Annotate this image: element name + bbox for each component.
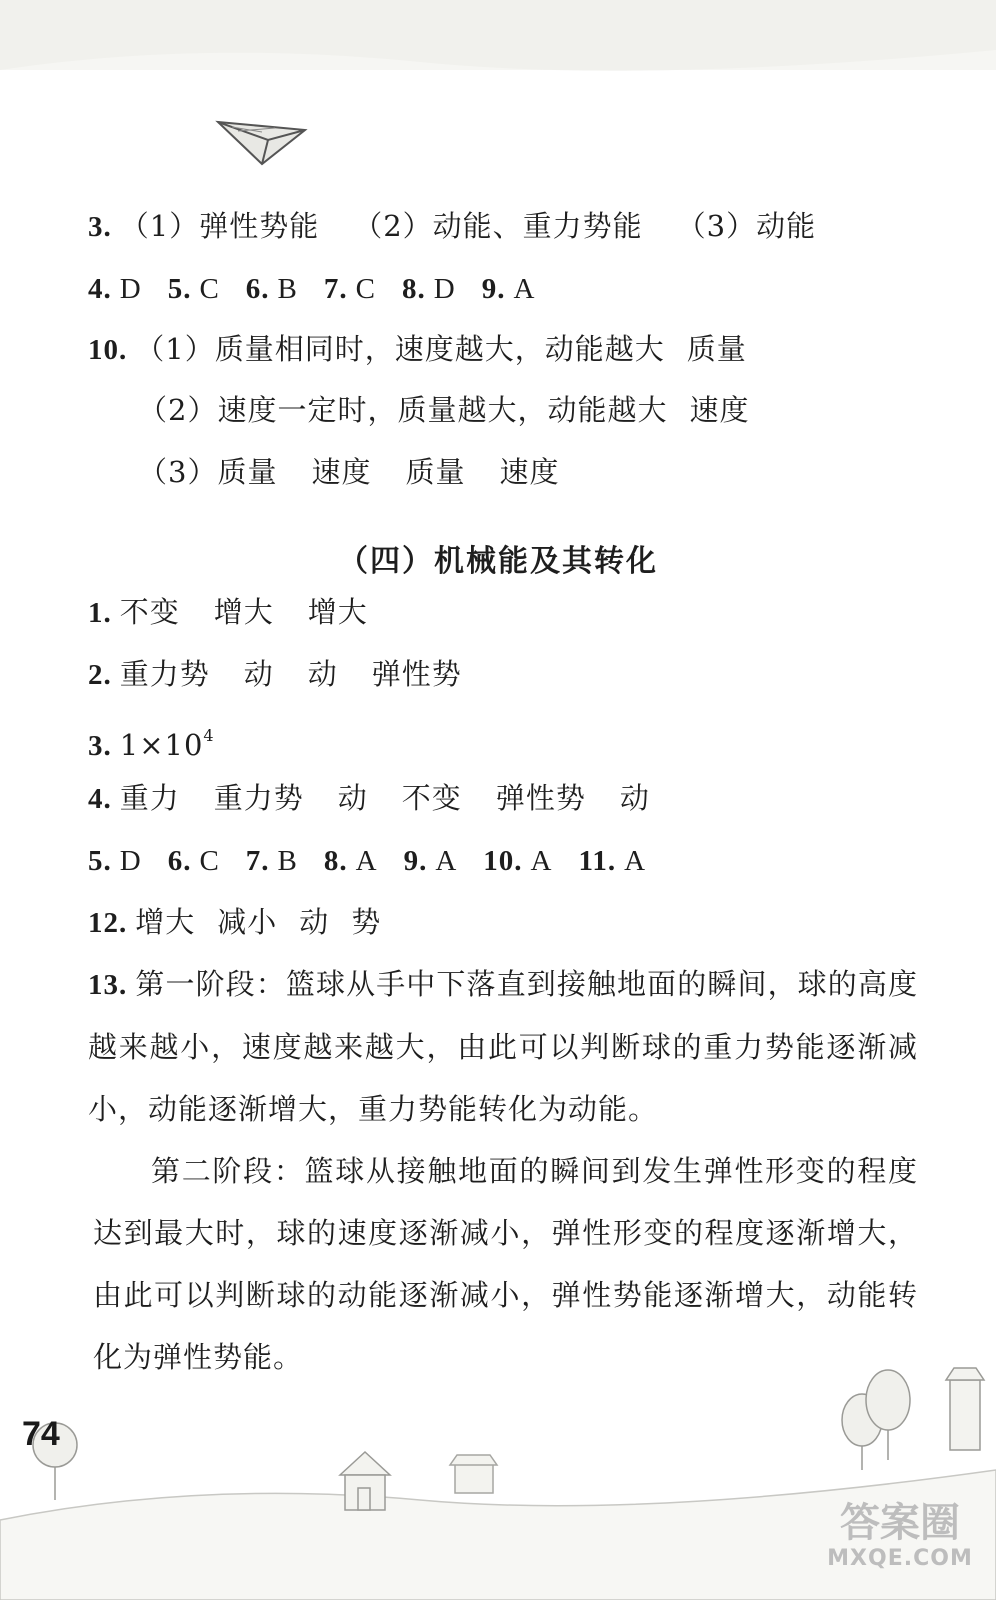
section-title: （四）机械能及其转化 (338, 544, 658, 579)
answer-4-q5-q11: 5. D 6. C 7. B 8. A 9. A 10. A 11. A (88, 845, 647, 877)
watermark-logo: 答案圈 MXQE.COM (827, 1500, 973, 1571)
answer-4-q1: 1. 不变 增大 增大 (88, 595, 368, 629)
tower-icon (946, 1368, 984, 1450)
answer-4-q4: 4. 重力 重力势 动 不变 弹性势 动 (88, 781, 650, 815)
house-icon (340, 1452, 390, 1510)
answer-q10-line1: 10. （1）质量相同时，速度越大，动能越大 质量 (88, 332, 747, 366)
answer-4-q3: 3. $1\times 10^4$ (88, 726, 215, 762)
answer-q10-line2: （2）速度一定时，质量越大，动能越大 速度 (138, 393, 750, 427)
house-icon-small (450, 1455, 497, 1493)
page-number: 74 (22, 1415, 60, 1453)
answer-4-q13-para1: 13. 第一阶段：篮球从手中下落直到接触地面的瞬间，球的高度越来越小，速度越来越大，由此可以判断球的重力势能逐渐减小，动能逐渐增大，重力势能转化为动能。 (88, 967, 918, 1126)
paper-plane-icon (218, 122, 305, 164)
paper-plane-illustration (0, 0, 996, 200)
answer-4-q13-para2: 第二阶段：篮球从接触地面的瞬间到发生弹性形变的程度达到最大时，球的速度逐渐减小，弹性形变的程度逐渐增大，由此可以判断球的动能逐渐减小，弹性势能逐渐增大，动能转化为弹性势能。 (93, 1154, 918, 1374)
tree-icon-right (842, 1370, 910, 1470)
answer-q10-line3: （3）质量 速度 质量 速度 (138, 455, 560, 489)
answer-q4-q9: 4. D 5. C 6. B 7. C 8. D 9. A (88, 273, 536, 305)
answer-q3: 3. （1）弹性势能 （2）动能、重力势能 （3）动能 (88, 209, 817, 243)
answer-4-q12: 12. 增大 减小 动 势 (88, 905, 382, 939)
answer-4-q2: 2. 重力势 动 动 弹性势 (88, 657, 462, 691)
